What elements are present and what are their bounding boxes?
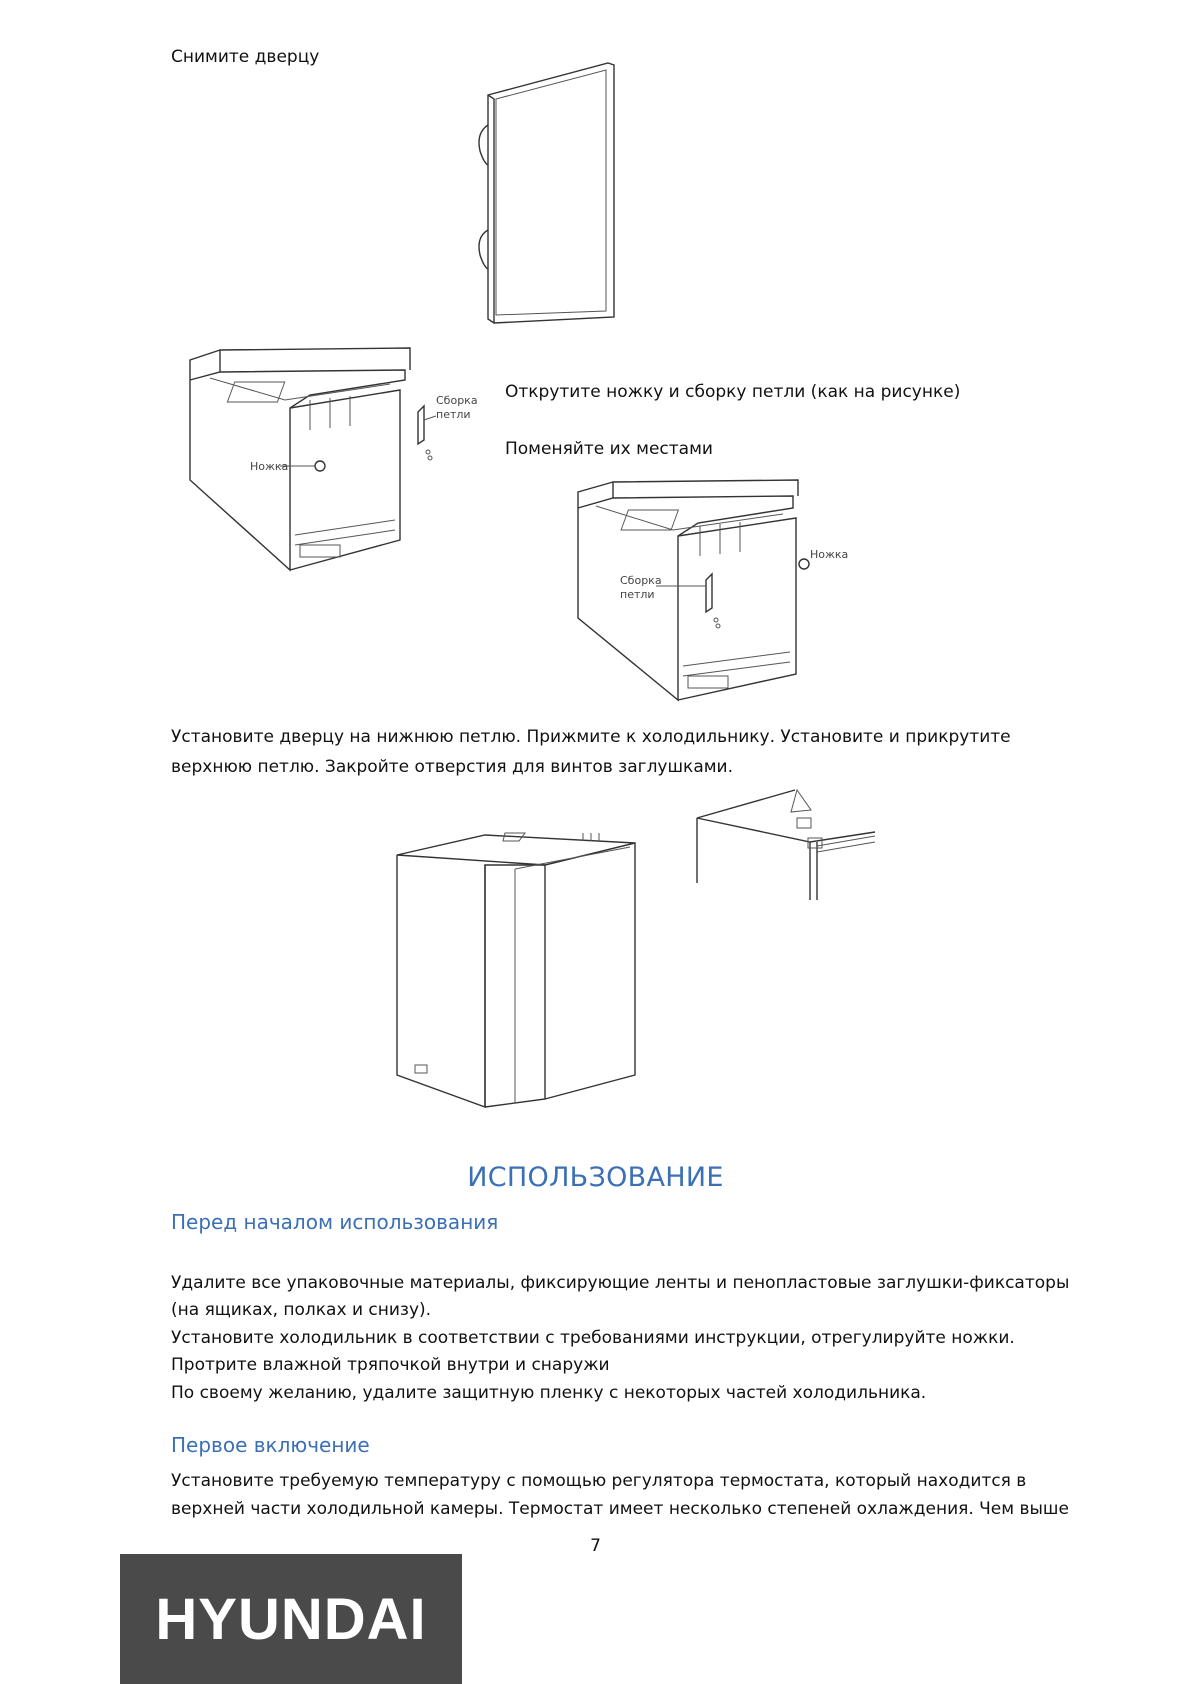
fridge-closed-illustration (395, 825, 645, 1110)
first-start-line-1: Установите требуемую температуру с помощью регулятора термостата, который находится в (171, 1471, 1027, 1491)
before-use-line-1: Удалите все упаковочные материалы, фиксирующие ленты и пенопластовые заглушки-фиксаторы (171, 1273, 1070, 1293)
label-hinge-right-1: Сборка (620, 574, 662, 587)
before-use-line-5: По своему желанию, удалите защитную пленку с некоторых частей холодильника. (171, 1383, 927, 1403)
fridge-hinge-diagram-right (578, 478, 848, 703)
heading-before-use: Перед началом использования (171, 1210, 499, 1234)
page-number: 7 (590, 1536, 601, 1556)
heading-first-start: Первое включение (171, 1433, 370, 1457)
before-use-line-4: Протрите влажной тряпочкой внутри и снаружи (171, 1355, 610, 1375)
before-use-line-3: Установите холодильник в соответствии с требованиями инструкции, отрегулируйте ножки. (171, 1328, 1015, 1348)
first-start-line-2: верхней части холодильной камеры. Термостат имеет несколько степеней охлаждения. Чем выше (171, 1499, 1069, 1519)
door-illustration (468, 55, 628, 325)
label-hinge-right-2: петли (620, 588, 655, 601)
label-hinge-1: Сборка (436, 394, 478, 407)
label-hinge-2: петли (436, 408, 471, 421)
step-remove-door: Снимите дверцу (171, 47, 320, 67)
step-install-line2: верхнюю петлю. Закройте отверстия для винтов заглушками. (171, 757, 734, 777)
before-use-line-2: (на ящиках, полках и снизу). (171, 1300, 432, 1320)
hinge-detail-illustration (695, 788, 880, 903)
label-leg: Ножка (250, 460, 289, 473)
fridge-hinge-diagram-left (190, 340, 480, 580)
step-swap: Поменяйте их местами (505, 439, 713, 459)
section-title: ИСПОЛЬЗОВАНИЕ (467, 1162, 724, 1193)
step-unscrew: Открутите ножку и сборку петли (как на рисунке) (505, 382, 961, 402)
label-leg-right: Ножка (810, 548, 849, 561)
brand-logo: HYUNDAI (120, 1554, 462, 1684)
step-install-line1: Установите дверцу на нижнюю петлю. Прижмите к холодильнику. Установите и прикрутите (171, 727, 1011, 747)
